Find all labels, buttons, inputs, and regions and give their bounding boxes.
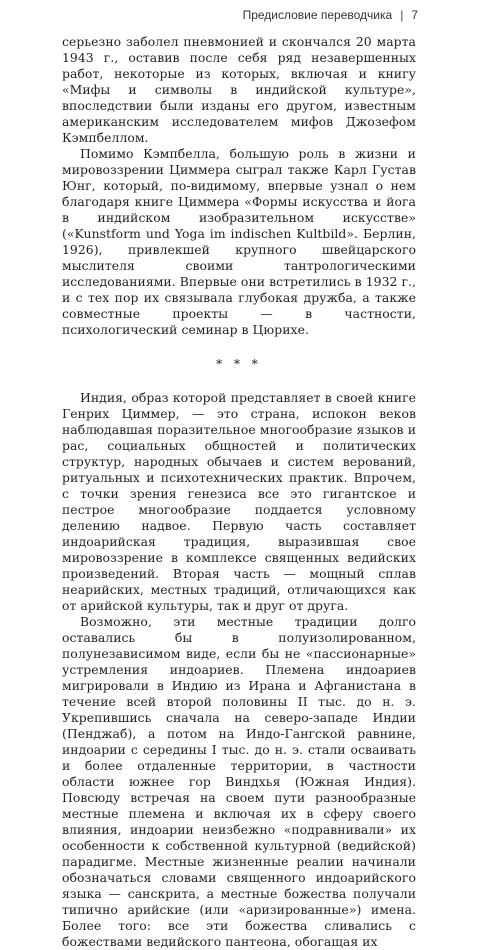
running-header-title: Предисловие переводчика [242, 8, 393, 22]
running-header [243, 8, 418, 22]
page-number: 7 [411, 8, 418, 22]
page-body [62, 34, 416, 950]
paragraph-jung: Помимо Кэмпбелла, большую роль в жизни и мировоззрении Циммера сыграл также Карл Густав Юнг, который, по-видимому, впервые узнал о нем благодаря книге Циммера «Формы искусства и йога в индийском изобразительном искусстве» («Kunstform und Yoga im indischen Kultbild». Берлин, 1926), привлекшей крупного швейцарского мыслителя своими тантрологическими исследованиями. Впервые они встретились в 1932 г., и с тех пор их связывала глубокая дружба, а также совместные проекты — в частности, психологический семинар в Цюрихе. [62, 146, 416, 337]
section-break: * * * [216, 357, 262, 371]
paragraph-indo-aryans: Возможно, эти местные традиции долго оставались бы в полуизолированном, полунезависимом виде, если бы не «пассионарные» устремления индоариев. Племена индоариев мигрировали в Индию из Ирана и Афганистана в течение всей второй половины II тыс. до н. э. Укрепившись сначала на северо-западе Индии (Пенджаб), а потом на Индо-Гангской равнине, индоарии с середины I тыс. до н. э. стали осваивать и более отдаленные территории, в частности области южнее гор Виндхья (Южная Индия). Повсюду встречая на своем пути разнообразные местные племена и включая их в сферу своего влияния, индоарии неизбежно «подравнивали» их особенности к собственной культурной (ведийской) парадигме. Местные жизненные реалии начинали обозначаться словами священного индоарийского языка — санскрита, а местные божества получали типично арийские (или «аризированные») имена. Более того: все эти божества сливались с божествами ведийского пантеона, обогащая их [62, 614, 416, 949]
paragraph-india: Индия, образ которой представляет в своей книге Генрих Циммер, — это страна, испокон веков наблюдавшая поразительное многообразие языков и рас, социальных общностей и политических структур, народных обычаев и систем верований, ритуальных и психотехнических практик. Впрочем, с точки зрения генезиса все это гигантское и пестрое многообразие поддается условному делению надвое. Первую часть составляет индоарийская традиция, выразившая свое мировоззрение в комплексе священных ведийских произведений. Вторая часть — мощный сплав неарийских, местных традиций, отличающихся как от арийской культуры, так и друг от друга. [62, 390, 416, 613]
paragraph-continuation: серьезно заболел пневмонией и скончался 20 марта 1943 г., оставив после себя ряд незавершенных работ, некоторые из которых, включая и книгу «Мифы и символы в индийской культуре», впоследствии были изданы его другом, известным американским исследователем мифов Джозефом Кэмпбеллом. [62, 34, 416, 145]
header-separator: | [400, 8, 404, 22]
